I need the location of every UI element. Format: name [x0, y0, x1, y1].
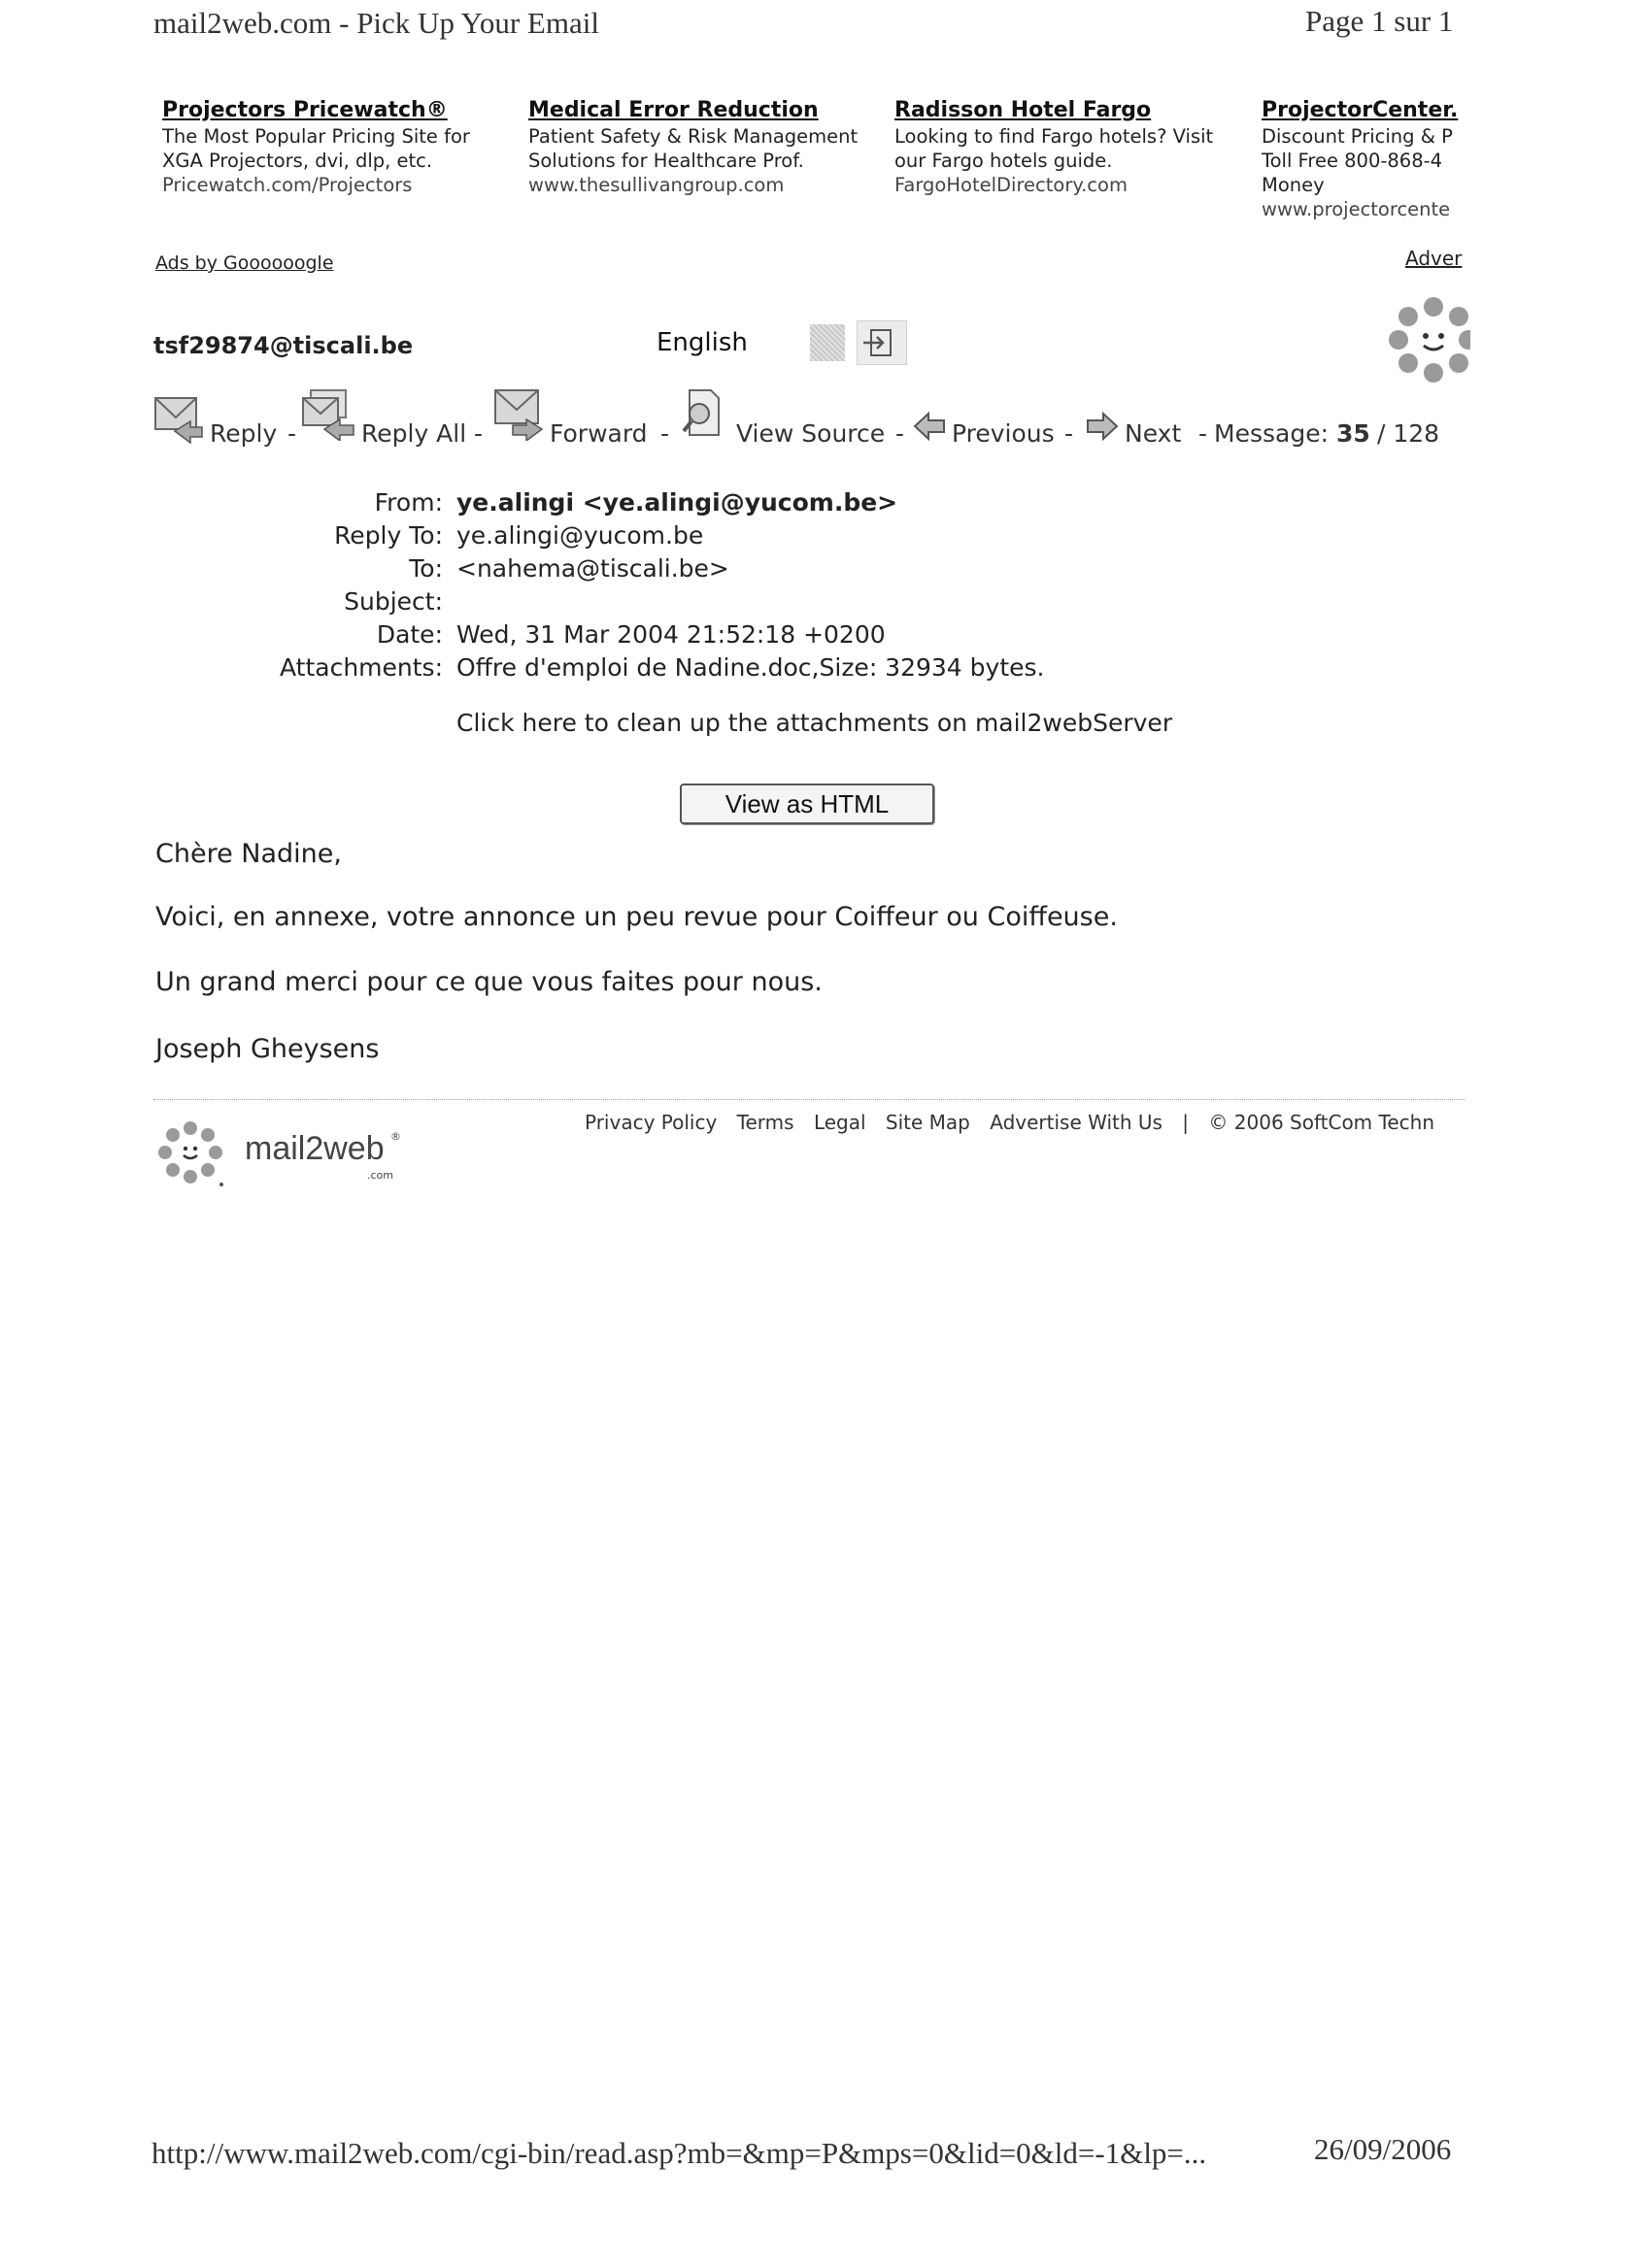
mail2web-logo[interactable] — [155, 1118, 408, 1196]
ad-text: The Most Popular Pricing Site for — [162, 125, 470, 148]
separator: - — [660, 419, 670, 448]
attachment-link[interactable]: Offre d'emploi de Nadine.doc,Size: 32934 bytes. — [456, 653, 1045, 682]
arrow-right-icon — [1086, 412, 1119, 441]
ad-url[interactable]: Pricewatch.com/Projectors — [162, 174, 413, 196]
reply-to-label: Reply To: — [334, 521, 443, 550]
ad-url[interactable]: www.thesullivangroup.com — [528, 174, 785, 196]
view-as-html-button[interactable]: View as HTML — [680, 784, 934, 824]
ad-title[interactable]: Medical Error Reduction — [528, 98, 819, 122]
account-email: tsf29874@tiscali.be — [153, 332, 414, 359]
ad-text: Money — [1262, 174, 1325, 196]
separator: - — [287, 419, 297, 448]
message-counter-label: Message: — [1214, 419, 1329, 448]
logo-dotcom: .com — [367, 1169, 393, 1182]
body-paragraph: Un grand merci pour ce que vous faites pour nous. — [155, 967, 823, 997]
ad-medical-error-reduction[interactable] — [528, 97, 893, 223]
to-label: To: — [409, 554, 443, 583]
footer-divider — [153, 1099, 1465, 1100]
from-label: From: — [374, 488, 443, 517]
cleanup-attachments — [456, 709, 1172, 737]
site-map-link[interactable]: Site Map — [885, 1111, 970, 1134]
flower-logo-icon — [155, 1118, 233, 1196]
logout-icon — [858, 321, 906, 364]
ad-radisson-hotel-fargo[interactable] — [894, 97, 1259, 223]
message-toolbar — [153, 392, 1474, 450]
advertise-with-us-link[interactable]: Advertise With Us — [990, 1111, 1162, 1134]
ad-url[interactable]: FargoHotelDirectory.com — [894, 174, 1128, 196]
logout-button[interactable] — [857, 320, 907, 365]
ad-text: Looking to find Fargo hotels? Visit — [894, 125, 1214, 148]
separator: - — [474, 419, 484, 448]
terms-link[interactable]: Terms — [736, 1111, 794, 1134]
copyright-text: © 2006 SoftCom Techn — [1208, 1111, 1434, 1134]
privacy-policy-link[interactable]: Privacy Policy — [585, 1111, 718, 1134]
message-total: / 128 — [1377, 419, 1440, 448]
ad-text: Discount Pricing & P — [1262, 125, 1453, 148]
logo-wordmark: mail2web — [245, 1130, 385, 1167]
footer-separator: | — [1182, 1111, 1190, 1134]
reply-icon — [153, 392, 204, 445]
advertise-link[interactable]: Adver — [1405, 247, 1463, 270]
reply-all-label[interactable]: Reply All — [361, 419, 467, 448]
ad-text: XGA Projectors, dvi, dlp, etc. — [162, 150, 433, 172]
view-source-label[interactable]: View Source — [736, 419, 886, 448]
from-value[interactable]: ye.alingi <ye.alingi@yucom.be> — [456, 488, 898, 517]
ad-text: Patient Safety & Risk Management — [528, 125, 859, 148]
date-value: Wed, 31 Mar 2004 21:52:18 +0200 — [456, 620, 886, 649]
ad-projectors-pricewatch[interactable] — [162, 97, 526, 223]
cleanup-text: to clean up the attachments on mail2webServer — [576, 709, 1173, 737]
forward-icon — [493, 386, 546, 441]
print-date: 26/09/2006 — [1314, 2132, 1452, 2166]
ad-text: Toll Free 800-868-4 — [1262, 150, 1443, 172]
view-source-icon — [680, 388, 724, 437]
arrow-left-icon — [913, 412, 946, 441]
language-go-button[interactable] — [810, 324, 845, 361]
body-signature: Joseph Gheysens — [155, 1034, 380, 1064]
sponsored-ads — [162, 97, 1464, 223]
message-current-number: 35 — [1336, 419, 1370, 448]
cleanup-link[interactable]: Click here — [456, 709, 577, 737]
language-select[interactable]: English — [647, 320, 802, 365]
ad-url[interactable]: www.projectorcente — [1262, 198, 1451, 220]
separator: - — [1064, 419, 1074, 448]
next-label[interactable]: Next — [1125, 419, 1182, 448]
ad-title[interactable]: ProjectorCenter. — [1262, 98, 1459, 122]
date-label: Date: — [376, 620, 443, 649]
legal-link[interactable]: Legal — [813, 1111, 866, 1134]
print-page-title: mail2web.com - Pick Up Your Email — [153, 6, 599, 40]
reply-to-value[interactable]: ye.alingi@yucom.be — [456, 521, 704, 550]
to-value: <nahema@tiscali.be> — [456, 554, 729, 583]
attachments-label: Attachments: — [279, 653, 443, 682]
ads-by-google-link[interactable]: Ads by Goooooogle — [155, 252, 334, 274]
print-page-number: Page 1 sur 1 — [1305, 4, 1454, 38]
body-paragraph: Voici, en annexe, votre annonce un peu revue pour Coiffeur ou Coiffeuse. — [155, 902, 1118, 932]
ad-text: Solutions for Healthcare Prof. — [528, 150, 804, 172]
separator: - — [895, 419, 905, 448]
body-greeting: Chère Nadine, — [155, 839, 342, 869]
previous-label[interactable]: Previous — [952, 419, 1055, 448]
subject-label: Subject: — [344, 587, 443, 616]
ad-title[interactable]: Radisson Hotel Fargo — [894, 98, 1152, 122]
ad-title[interactable]: Projectors Pricewatch® — [162, 98, 448, 122]
mail2web-flower-logo — [1383, 293, 1470, 386]
reply-label[interactable]: Reply — [210, 419, 278, 448]
footer-links — [585, 1111, 1465, 1134]
print-page-url: http://www.mail2web.com/cgi-bin/read.asp?mb=&mp=P&mps=0&lid=0&ld=-1&lp=... — [152, 2136, 1207, 2170]
separator: - — [1198, 419, 1208, 448]
logo-registered-mark: ® — [390, 1130, 401, 1143]
forward-label[interactable]: Forward — [550, 419, 648, 448]
ad-projectorcenter[interactable] — [1262, 97, 1464, 223]
ad-text: our Fargo hotels guide. — [894, 150, 1113, 172]
reply-all-icon — [301, 388, 355, 441]
